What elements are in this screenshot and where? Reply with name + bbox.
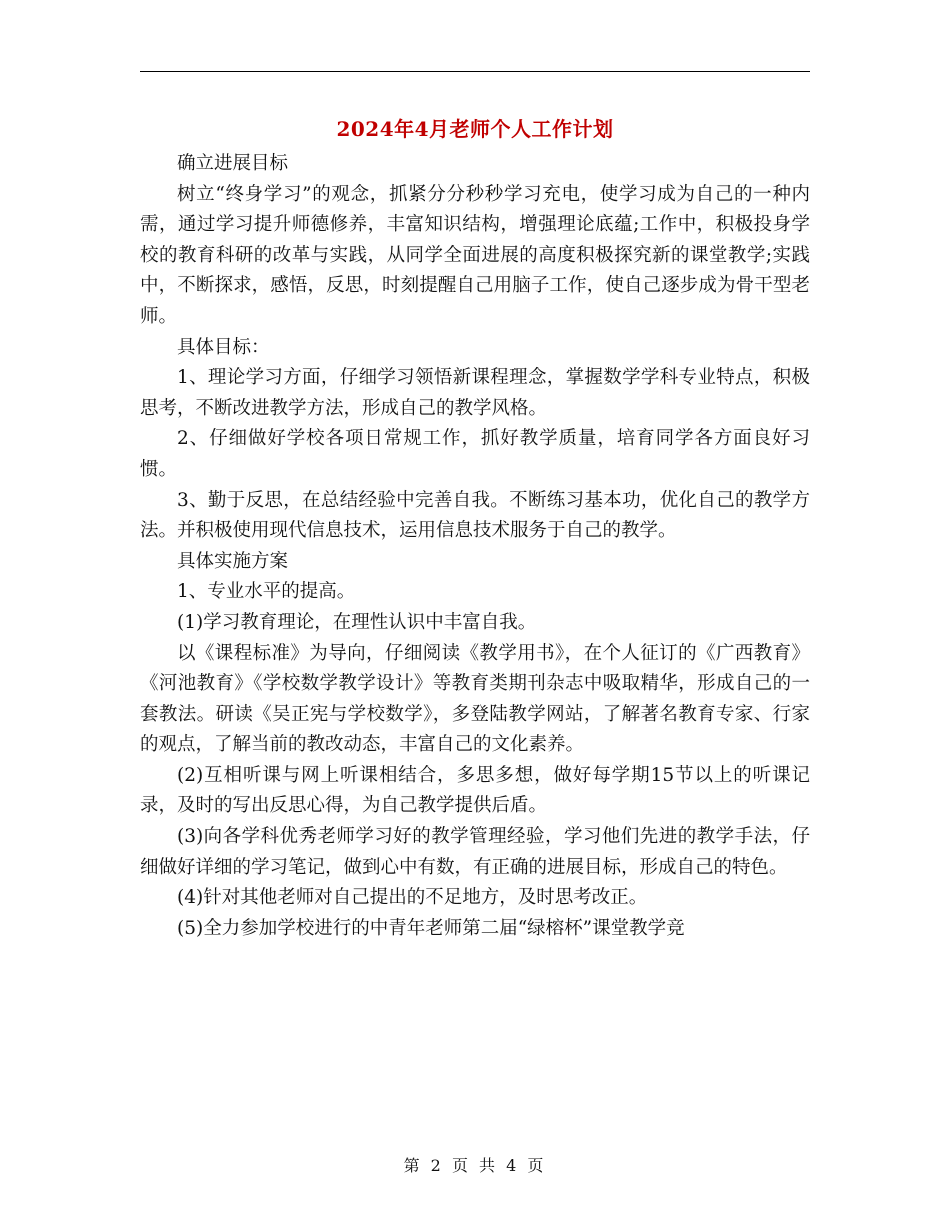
list-item: 3、勤于反思，在总结经验中完善自我。不断练习基本功，优化自己的教学方法。并积极使用现代信息技术，运用信息技术服务于自己的教学。 [140,489,810,542]
page-number: 第 2 页 共 4 页 [403,1156,547,1175]
section-heading-goals: 确立进展目标 [177,153,289,174]
paragraph: 以《课程标准》为导向，仔细阅读《教学用书》，在个人征订的《广西教育》《河池教育》《学校数学教学设计》等教育类期刊杂志中吸取精华，形成自己的一套教法。研读《吴正宪与学校数学》，多登陆教学网站，了解著名教育专家、行家的观点，了解当前的教改动态，丰富自己的文化素养。 [140,642,810,756]
list-item: 2、仔细做好学校各项日常规工作，抓好教学质量，培育同学各方面良好习惯。 [140,428,810,480]
list-item: 1、理论学习方面，仔细学习领悟新课程理念，掌握数学学科专业特点，积极思考，不断改进教学方法，形成自己的教学风格。 [140,367,810,419]
list-item: (4)针对其他老师对自己提出的不足地方，及时思考改正。 [177,887,648,909]
document-title: 2024年4月老师个人工作计划 [336,117,614,141]
section-heading-plan: 具体实施方案 [177,550,289,572]
header-rule [140,71,810,72]
document-body [140,149,810,944]
subheading-specific-goals: 具体目标： [177,336,270,358]
paragraph: 树立“终身学习”的观念，抓紧分分秒秒学习充电，使学习成为自己的一种内需，通过学习提升师德修养，丰富知识结构，增强理论底蕴;工作中，积极投身学校的教育科研的改革与实践，从同学全面进展的高度积极探究新的课堂教学;实践中，不断探求，感悟，反思，时刻提醒自己用脑子工作，使自己逐步成为骨干型老师。 [140,183,810,327]
list-item: (3)向各学科优秀老师学习好的教学管理经验，学习他们先进的教学手法，仔细做好详细的学习笔记，做到心中有数，有正确的进展目标，形成自己的特色。 [140,826,810,878]
list-item: (1)学习教育理论，在理性认识中丰富自我。 [177,611,537,633]
list-item: (5)全力参加学校进行的中青年老师第二届“绿榕杯”课堂教学竞 [177,917,685,939]
list-item: (2)互相听课与网上听课相结合，多思多想，做好每学期15节以上的听课记录，及时的写出反思心得，为自己教学提供后盾。 [140,764,810,817]
list-item: 1、专业水平的提高。 [177,581,356,603]
